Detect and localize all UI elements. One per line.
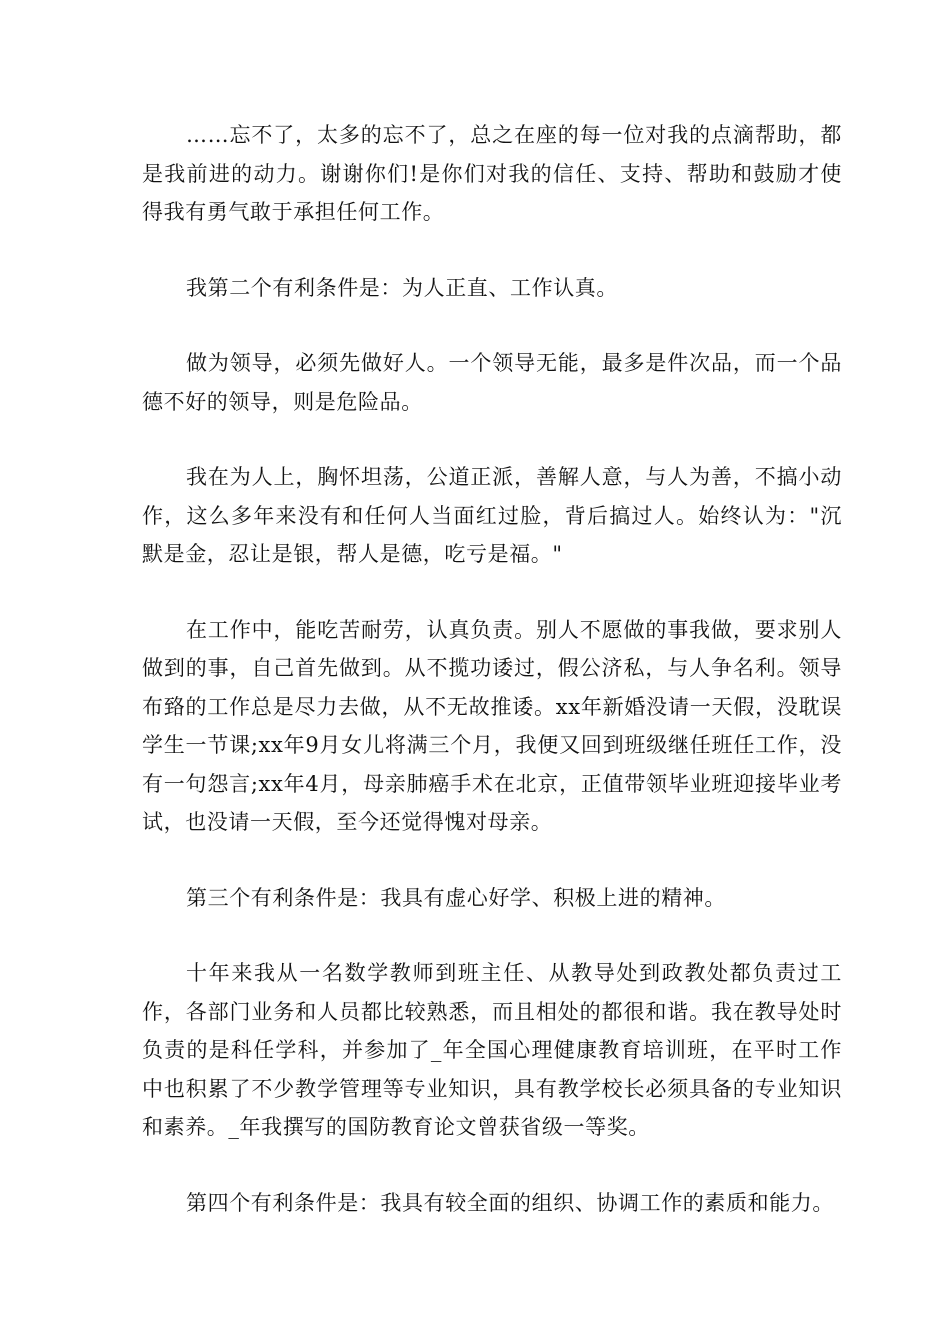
paragraph-1: ……忘不了，太多的忘不了，总之在座的每一位对我的点滴帮助，都是我前进的动力。谢谢你们!是你们对我的信任、支持、帮助和鼓励才使得我有勇气敢于承担任何工作。: [142, 123, 842, 224]
paragraph-3: 做为领导，必须先做好人。一个领导无能，最多是件次品，而一个品德不好的领导，则是危险品。: [142, 351, 842, 414]
paragraph-2: 我第二个有利条件是：为人正直、工作认真。: [186, 275, 618, 300]
paragraph-5: 在工作中，能吃苦耐劳，认真负责。别人不愿做的事我做，要求别人做到的事，自己首先做到。从不揽功诿过，假公济私，与人争名利。领导布臵的工作总是尽力去做，从不无故推诿。xx年新婚没请一天假，没耽误学生一节课;xx年9月女儿将满三个月，我便又回到班级继任班任工作，没有一句怨言;xx年4月，母亲肺癌手术在北京，正值带领毕业班迎接毕业考试，也没请一天假，至今还觉得愧对母亲。: [142, 617, 842, 834]
paragraph-4: 我在为人上，胸怀坦荡，公道正派，善解人意，与人为善，不搞小动作，这么多年来没有和任何人当面红过脸，背后搞过人。始终认为："沉默是金，忍让是银，帮人是德，吃亏是福。": [142, 465, 842, 566]
paragraph-7: 十年来我从一名数学教师到班主任、从教导处到政教处都负责过工作，各部门业务和人员都比较熟悉，而且相处的都很和谐。我在教导处时负责的是科任学科，并参加了_年全国心理健康教育培训班，在平时工作中也积累了不少教学管理等专业知识，具有教学校长必须具备的专业知识和素养。_年我撰写的国防教育论文曾获省级一等奖。: [142, 961, 842, 1139]
paragraph-6: 第三个有利条件是：我具有虚心好学、积极上进的精神。: [186, 885, 726, 910]
document-body: [142, 116, 842, 1259]
paragraph-8: 第四个有利条件是：我具有较全面的组织、协调工作的素质和能力。: [186, 1190, 834, 1215]
